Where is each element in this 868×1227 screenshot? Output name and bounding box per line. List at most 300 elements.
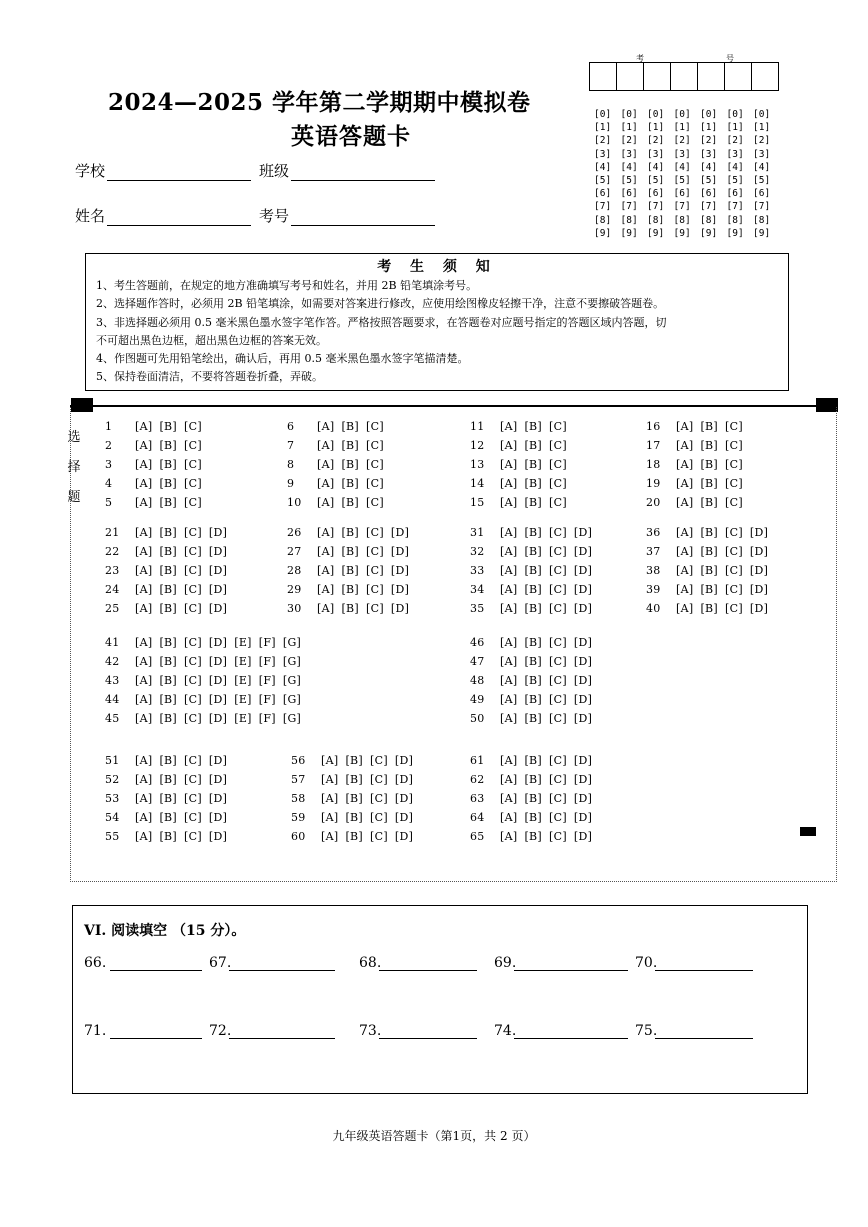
class-field[interactable] [259,160,435,181]
answer-bubble[interactable]: [B] [159,792,178,806]
answer-bubble[interactable]: [A] [321,830,339,844]
answer-bubble[interactable]: [A] [135,792,153,806]
answer-bubble[interactable]: [G] [282,655,302,669]
class-input-line[interactable] [291,164,435,181]
exam-id-bubble[interactable]: [4] [753,161,771,173]
answer-bubble[interactable]: [C] [725,602,743,616]
exam-id-bubble[interactable]: [3] [726,148,744,160]
answer-bubble[interactable]: [A] [321,811,339,825]
exam-id-bubble[interactable]: [3] [753,148,771,160]
answer-bubble[interactable]: [B] [524,811,543,825]
exam-id-bubble[interactable]: [9] [753,227,771,239]
answer-bubble[interactable]: [D] [208,792,228,806]
answer-bubble[interactable]: [D] [208,693,228,707]
exam-id-bubble[interactable]: [6] [700,188,718,200]
exam-id-bubble[interactable]: [6] [673,188,691,200]
answer-bubble[interactable]: [C] [184,830,202,844]
exam-id-bubble[interactable]: [5] [673,174,691,186]
answer-bubble[interactable]: [A] [500,496,518,510]
answer-bubble[interactable]: [D] [573,712,593,726]
answer-bubble[interactable]: [A] [500,792,518,806]
answer-bubble[interactable]: [B] [524,496,543,510]
answer-bubble[interactable]: [C] [370,830,388,844]
answer-bubble[interactable]: [A] [135,655,153,669]
answer-bubble[interactable]: [A] [135,458,153,472]
answer-bubble[interactable]: [C] [725,458,743,472]
answer-bubble[interactable]: [D] [394,792,414,806]
exam-id-digit-box[interactable] [616,62,644,91]
answer-bubble[interactable]: [D] [208,545,228,559]
exam-id-bubble[interactable]: [4] [647,161,665,173]
answer-bubble[interactable]: [B] [700,583,719,597]
answer-bubble[interactable]: [B] [159,636,178,649]
answer-bubble[interactable]: [C] [184,420,202,433]
answer-bubble[interactable]: [C] [725,496,743,510]
answer-bubble[interactable]: [A] [317,526,335,539]
answer-bubble[interactable]: [A] [676,496,694,510]
exam-id-digit-box[interactable] [643,62,671,91]
answer-bubble[interactable]: [D] [390,564,410,578]
exam-id-bubble[interactable]: [6] [753,188,771,200]
exam-id-bubble[interactable]: [1] [753,122,771,134]
answer-bubble[interactable]: [A] [317,545,335,559]
exam-id-bubble[interactable]: [4] [594,161,612,173]
exam-id-bubble[interactable]: [2] [700,135,718,147]
answer-bubble[interactable]: [D] [394,811,414,825]
exam-no-field[interactable] [259,205,435,226]
exam-id-bubble[interactable]: [9] [647,227,665,239]
answer-bubble[interactable]: [C] [366,420,384,433]
answer-bubble[interactable]: [A] [500,602,518,616]
answer-bubble[interactable]: [B] [345,773,364,787]
answer-bubble[interactable]: [A] [317,458,335,472]
answer-bubble[interactable]: [A] [317,583,335,597]
answer-bubble[interactable]: [C] [184,477,202,491]
exam-id-bubble[interactable]: [9] [673,227,691,239]
exam-id-bubble[interactable]: [5] [620,174,638,186]
answer-bubble[interactable]: [C] [549,564,567,578]
answer-bubble[interactable]: [G] [282,712,302,726]
answer-blank[interactable] [635,955,753,971]
answer-bubble[interactable]: [D] [573,693,593,707]
exam-id-bubble[interactable]: [2] [753,135,771,147]
answer-bubble[interactable]: [D] [573,674,593,688]
answer-bubble[interactable]: [C] [725,526,743,539]
school-field[interactable] [75,160,251,181]
answer-bubble[interactable]: [F] [258,674,276,688]
answer-bubble[interactable]: [A] [135,712,153,726]
answer-bubble[interactable]: [C] [184,811,202,825]
answer-bubble[interactable]: [E] [234,655,252,669]
exam-id-bubble[interactable]: [3] [673,148,691,160]
answer-bubble[interactable]: [C] [366,439,384,453]
exam-id-bubble[interactable]: [3] [594,148,612,160]
exam-id-bubble[interactable]: [8] [673,214,691,226]
answer-bubble[interactable]: [B] [159,712,178,726]
answer-bubble[interactable]: [A] [317,420,335,433]
answer-bubble[interactable]: [A] [676,477,694,491]
answer-bubble[interactable]: [A] [500,583,518,597]
answer-bubble[interactable]: [C] [366,545,384,559]
answer-bubble[interactable]: [A] [676,602,694,616]
exam-id-bubble[interactable]: [1] [700,122,718,134]
answer-bubble[interactable]: [C] [549,602,567,616]
answer-bubble[interactable]: [B] [524,655,543,669]
answer-bubble[interactable]: [B] [341,602,360,616]
answer-bubble[interactable]: [B] [524,712,543,726]
answer-bubble[interactable]: [C] [549,636,567,649]
answer-bubble[interactable]: [C] [370,773,388,787]
exam-id-bubble[interactable]: [5] [647,174,665,186]
exam-id-bubble[interactable]: [7] [700,201,718,213]
answer-blank[interactable] [84,1023,202,1039]
answer-bubble[interactable]: [A] [317,602,335,616]
exam-id-bubble[interactable]: [0] [673,109,691,120]
exam-id-bubble[interactable]: [0] [753,109,771,120]
answer-bubble[interactable]: [A] [676,583,694,597]
answer-bubble[interactable]: [B] [700,564,719,578]
answer-bubble[interactable]: [A] [500,754,518,767]
answer-bubble[interactable]: [B] [159,496,178,510]
answer-bubble[interactable]: [A] [676,526,694,539]
answer-bubble[interactable]: [G] [282,693,302,707]
answer-bubble[interactable]: [E] [234,693,252,707]
exam-id-bubble[interactable]: [0] [647,109,665,120]
answer-bubble[interactable]: [C] [549,811,567,825]
answer-blank[interactable] [359,955,477,971]
exam-id-bubble[interactable]: [0] [620,109,638,120]
answer-bubble[interactable]: [B] [524,439,543,453]
answer-bubble[interactable]: [A] [317,477,335,491]
answer-bubble[interactable]: [A] [500,674,518,688]
answer-bubble[interactable]: [D] [394,830,414,844]
exam-no-input-line[interactable] [291,209,435,226]
answer-bubble[interactable]: [A] [500,545,518,559]
answer-bubble[interactable]: [C] [549,545,567,559]
answer-bubble[interactable]: [A] [676,420,694,433]
answer-bubble[interactable]: [B] [700,545,719,559]
answer-bubble[interactable]: [A] [500,811,518,825]
blank-line[interactable] [110,1024,202,1039]
answer-bubble[interactable]: [G] [282,636,302,649]
answer-blank[interactable] [494,955,628,971]
exam-id-bubble[interactable]: [5] [700,174,718,186]
answer-bubble[interactable]: [D] [394,773,414,787]
name-input-line[interactable] [107,209,251,226]
answer-bubble[interactable]: [B] [700,439,719,453]
answer-bubble[interactable]: [C] [184,792,202,806]
answer-bubble[interactable]: [D] [208,674,228,688]
exam-id-digit-box[interactable] [589,62,617,91]
exam-id-bubble[interactable]: [8] [753,214,771,226]
answer-bubble[interactable]: [B] [524,526,543,539]
answer-bubble[interactable]: [C] [549,655,567,669]
answer-bubble[interactable]: [C] [184,583,202,597]
answer-bubble[interactable]: [A] [500,693,518,707]
answer-bubble[interactable]: [C] [184,636,202,649]
exam-id-digit-box[interactable] [724,62,752,91]
answer-bubble[interactable]: [D] [749,583,769,597]
exam-id-bubble[interactable]: [7] [673,201,691,213]
answer-bubble[interactable]: [C] [366,564,384,578]
answer-bubble[interactable]: [A] [676,564,694,578]
answer-bubble[interactable]: [A] [135,583,153,597]
answer-bubble[interactable]: [D] [749,545,769,559]
answer-bubble[interactable]: [D] [208,655,228,669]
answer-bubble[interactable]: [B] [700,477,719,491]
answer-bubble[interactable]: [B] [524,420,543,433]
exam-id-bubble[interactable]: [5] [753,174,771,186]
exam-id-digit-box[interactable] [751,62,779,91]
answer-bubble[interactable]: [A] [500,458,518,472]
answer-bubble[interactable]: [C] [725,545,743,559]
answer-bubble[interactable]: [C] [366,458,384,472]
exam-id-bubble[interactable]: [2] [726,135,744,147]
answer-bubble[interactable]: [C] [184,773,202,787]
answer-bubble[interactable]: [C] [184,674,202,688]
answer-bubble[interactable]: [C] [370,754,388,767]
exam-id-bubble[interactable]: [1] [647,122,665,134]
answer-bubble[interactable]: [D] [573,602,593,616]
answer-bubble[interactable]: [A] [500,420,518,433]
exam-id-bubble[interactable]: [6] [620,188,638,200]
answer-bubble[interactable]: [B] [341,583,360,597]
blank-line[interactable] [229,1024,335,1039]
answer-bubble[interactable]: [C] [366,526,384,539]
answer-bubble[interactable]: [B] [524,545,543,559]
answer-bubble[interactable]: [E] [234,712,252,726]
exam-id-bubble[interactable]: [8] [594,214,612,226]
exam-id-bubble[interactable]: [9] [620,227,638,239]
exam-id-bubble[interactable]: [6] [647,188,665,200]
answer-bubble[interactable]: [A] [135,773,153,787]
answer-bubble[interactable]: [A] [500,526,518,539]
answer-bubble[interactable]: [B] [700,420,719,433]
exam-id-bubble[interactable]: [5] [726,174,744,186]
answer-bubble[interactable]: [C] [549,583,567,597]
answer-bubble[interactable]: [C] [366,496,384,510]
answer-bubble[interactable]: [D] [573,830,593,844]
exam-id-bubble[interactable]: [1] [620,122,638,134]
answer-bubble[interactable]: [B] [341,439,360,453]
answer-bubble[interactable]: [C] [184,526,202,539]
answer-bubble[interactable]: [B] [159,526,178,539]
answer-bubble[interactable]: [A] [317,496,335,510]
answer-bubble[interactable]: [B] [524,458,543,472]
exam-id-bubble[interactable]: [6] [594,188,612,200]
answer-bubble[interactable]: [D] [208,636,228,649]
exam-id-bubble[interactable]: [5] [594,174,612,186]
answer-bubble[interactable]: [B] [159,545,178,559]
answer-bubble[interactable]: [B] [159,420,178,433]
answer-bubble[interactable]: [D] [749,602,769,616]
answer-bubble[interactable]: [B] [345,830,364,844]
answer-bubble[interactable]: [B] [159,693,178,707]
answer-bubble[interactable]: [C] [549,830,567,844]
answer-bubble[interactable]: [A] [321,773,339,787]
answer-bubble[interactable]: [A] [500,773,518,787]
answer-bubble[interactable]: [A] [500,564,518,578]
answer-blank[interactable] [635,1023,753,1039]
exam-id-bubble[interactable]: [8] [726,214,744,226]
exam-id-bubble[interactable]: [1] [594,122,612,134]
answer-bubble[interactable]: [D] [394,754,414,767]
blank-line[interactable] [379,1024,477,1039]
answer-bubble[interactable]: [A] [676,439,694,453]
answer-bubble[interactable]: [C] [184,754,202,767]
answer-bubble[interactable]: [B] [159,458,178,472]
answer-bubble[interactable]: [B] [524,754,543,767]
answer-bubble[interactable]: [D] [208,526,228,539]
answer-bubble[interactable]: [C] [366,477,384,491]
answer-bubble[interactable]: [G] [282,674,302,688]
answer-bubble[interactable]: [D] [390,583,410,597]
answer-bubble[interactable]: [D] [208,773,228,787]
answer-bubble[interactable]: [A] [500,830,518,844]
answer-bubble[interactable]: [B] [341,420,360,433]
answer-bubble[interactable]: [A] [317,564,335,578]
answer-bubble[interactable]: [B] [524,830,543,844]
answer-bubble[interactable]: [A] [500,439,518,453]
answer-bubble[interactable]: [C] [184,458,202,472]
answer-blank[interactable] [209,955,335,971]
answer-bubble[interactable]: [D] [573,655,593,669]
answer-bubble[interactable]: [D] [390,602,410,616]
answer-bubble[interactable]: [B] [341,496,360,510]
answer-blank[interactable] [84,955,202,971]
exam-id-bubble[interactable]: [9] [594,227,612,239]
answer-bubble[interactable]: [B] [341,526,360,539]
exam-id-bubble[interactable]: [8] [620,214,638,226]
exam-id-bubble[interactable]: [4] [673,161,691,173]
blank-line[interactable] [379,956,477,971]
answer-bubble[interactable]: [C] [725,439,743,453]
exam-id-bubble[interactable]: [7] [594,201,612,213]
exam-id-bubble[interactable]: [1] [726,122,744,134]
answer-bubble[interactable]: [D] [208,583,228,597]
answer-bubble[interactable]: [A] [321,792,339,806]
answer-bubble[interactable]: [F] [258,636,276,649]
answer-blank[interactable] [209,1023,335,1039]
answer-bubble[interactable]: [C] [549,458,567,472]
exam-id-bubble[interactable]: [3] [700,148,718,160]
answer-bubble[interactable]: [C] [725,477,743,491]
answer-blank[interactable] [494,1023,628,1039]
answer-bubble[interactable]: [A] [135,526,153,539]
answer-bubble[interactable]: [B] [524,636,543,649]
answer-bubble[interactable]: [A] [500,636,518,649]
blank-line[interactable] [655,956,753,971]
answer-bubble[interactable]: [D] [208,830,228,844]
answer-bubble[interactable]: [D] [208,811,228,825]
answer-bubble[interactable]: [A] [135,754,153,767]
exam-id-bubble[interactable]: [0] [700,109,718,120]
answer-bubble[interactable]: [D] [573,545,593,559]
exam-id-bubble[interactable]: [6] [726,188,744,200]
answer-bubble[interactable]: [C] [549,420,567,433]
answer-bubble[interactable]: [C] [549,712,567,726]
answer-bubble[interactable]: [C] [184,693,202,707]
answer-bubble[interactable]: [B] [159,439,178,453]
blank-line[interactable] [655,1024,753,1039]
name-field[interactable] [75,205,251,226]
answer-bubble[interactable]: [B] [345,792,364,806]
answer-bubble[interactable]: [C] [725,420,743,433]
answer-bubble[interactable]: [D] [573,792,593,806]
answer-bubble[interactable]: [B] [159,583,178,597]
exam-id-bubble[interactable]: [0] [594,109,612,120]
answer-bubble[interactable]: [A] [676,458,694,472]
answer-bubble[interactable]: [C] [549,792,567,806]
exam-id-bubble[interactable]: [2] [647,135,665,147]
answer-bubble[interactable]: [D] [749,564,769,578]
exam-id-bubble[interactable]: [7] [753,201,771,213]
exam-id-bubble[interactable]: [2] [594,135,612,147]
answer-bubble[interactable]: [D] [390,545,410,559]
answer-bubble[interactable]: [C] [549,477,567,491]
answer-bubble[interactable]: [D] [208,754,228,767]
answer-bubble[interactable]: [A] [135,636,153,649]
answer-bubble[interactable]: [C] [549,526,567,539]
answer-bubble[interactable]: [B] [159,830,178,844]
answer-bubble[interactable]: [D] [573,564,593,578]
answer-bubble[interactable]: [C] [366,583,384,597]
exam-id-bubble[interactable]: [2] [673,135,691,147]
answer-bubble[interactable]: [D] [208,712,228,726]
answer-bubble[interactable]: [A] [135,602,153,616]
answer-bubble[interactable]: [D] [573,754,593,767]
answer-bubble[interactable]: [A] [135,477,153,491]
answer-bubble[interactable]: [A] [317,439,335,453]
answer-bubble[interactable]: [D] [573,526,593,539]
answer-bubble[interactable]: [C] [549,674,567,688]
answer-bubble[interactable]: [C] [549,439,567,453]
answer-bubble[interactable]: [D] [208,564,228,578]
answer-bubble[interactable]: [C] [366,602,384,616]
blank-line[interactable] [514,956,628,971]
blank-line[interactable] [110,956,202,971]
answer-bubble[interactable]: [B] [159,754,178,767]
answer-bubble[interactable]: [A] [135,439,153,453]
answer-bubble[interactable]: [B] [159,477,178,491]
answer-bubble[interactable]: [C] [549,754,567,767]
answer-bubble[interactable]: [A] [500,655,518,669]
answer-bubble[interactable]: [B] [700,526,719,539]
answer-bubble[interactable]: [A] [500,712,518,726]
answer-bubble[interactable]: [B] [524,773,543,787]
answer-bubble[interactable]: [C] [184,496,202,510]
answer-bubble[interactable]: [B] [159,564,178,578]
answer-bubble[interactable]: [D] [573,811,593,825]
answer-bubble[interactable]: [D] [390,526,410,539]
exam-id-bubble[interactable]: [8] [700,214,718,226]
answer-bubble[interactable]: [A] [135,420,153,433]
exam-id-bubble[interactable]: [9] [726,227,744,239]
answer-bubble[interactable]: [C] [184,564,202,578]
exam-id-bubble[interactable]: [3] [647,148,665,160]
answer-bubble[interactable]: [B] [341,545,360,559]
answer-bubble[interactable]: [A] [135,811,153,825]
answer-bubble[interactable]: [C] [549,773,567,787]
answer-bubble[interactable]: [B] [341,477,360,491]
exam-id-bubble[interactable]: [7] [726,201,744,213]
answer-bubble[interactable]: [A] [135,674,153,688]
answer-bubble[interactable]: [A] [321,754,339,767]
answer-bubble[interactable]: [A] [135,496,153,510]
answer-bubble[interactable]: [B] [524,602,543,616]
answer-bubble[interactable]: [B] [700,602,719,616]
exam-id-bubble[interactable]: [4] [700,161,718,173]
